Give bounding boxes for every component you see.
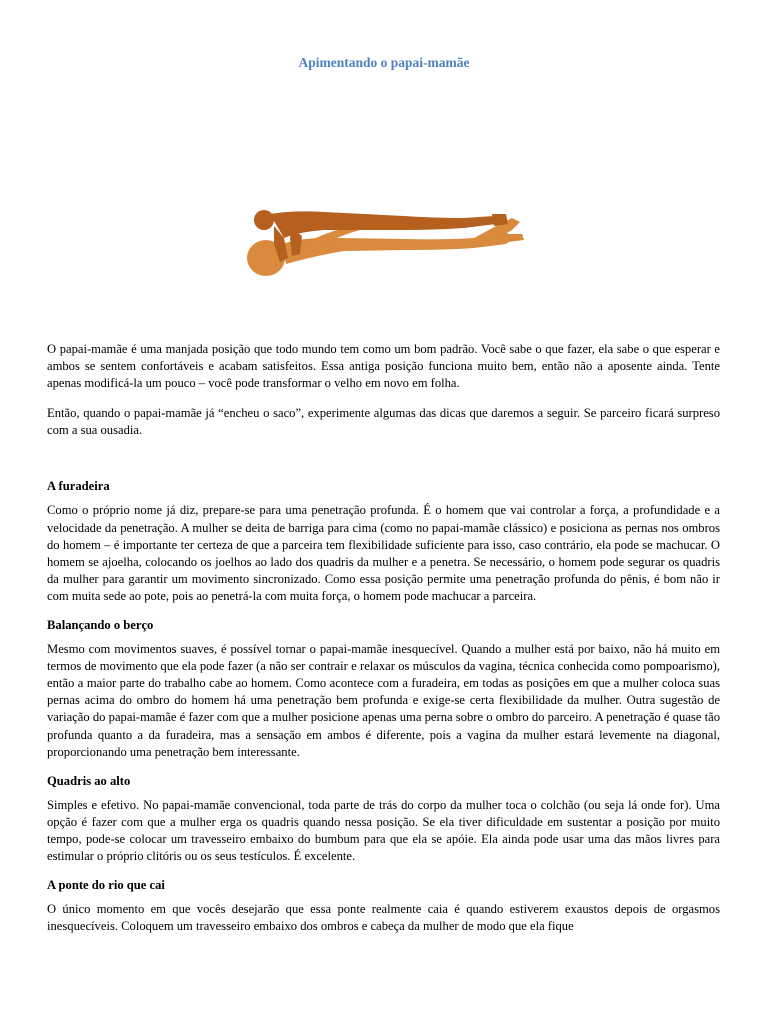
section-heading: Quadris ao alto — [47, 773, 131, 788]
position-illustration — [244, 204, 526, 282]
section-heading: A ponte do rio que cai — [47, 878, 165, 893]
section-paragraph: Simples e efetivo. No papai-mamãe convencional, toda parte de trás do corpo da mulher toca o colchão (ou seja lá onde for). Uma opção é fazer com que a mulher erga os quadris quando nessa posição. Se ela tiver dificuldade em sustentar a posição por muito tempo, pode-se colocar um travesseiro embaixo do bumbum para que ela se apóie. Ela ainda pode usar uma das mãos livres para estimular o próprio clitóris ou os seus testículos. É excelente. — [47, 797, 720, 863]
page-title: Apimentando o papai-mamãe — [298, 55, 470, 70]
intro-paragraph: Então, quando o papai-mamãe já “encheu o saco”, experimente algumas das dicas que daremos a seguir. Se parceiro ficará surpreso com a sua ousadia. — [47, 406, 720, 438]
document-body — [47, 341, 720, 947]
section-heading: Balançando o berço — [47, 618, 154, 633]
section-heading: A furadeira — [47, 479, 110, 494]
section-paragraph: Como o próprio nome já diz, prepare-se para uma penetração profunda. É o homem que vai controlar a força, a profundidade e a velocidade da penetração. A mulher se deita de barriga para cima (como no papai-mamãe clássico) e posiciona as pernas nos ombros do homem – é importante ter certeza de que a parceira tem flexibilidade suficiente para isso, caso contrário, ela pode se machucar. O homem se ajoelha, colocando os joelhos ao lado dos quadris da mulher e a penetra. Se necessário, o homem pode segurar os quadris da mulher para garantir um movimento sincronizado. Como essa posição permite uma penetração profunda do pênis, é bom não ir com muita sede ao pote, pois ao penetrá-la com muita força, o homem pode machucar a parceira. — [47, 503, 720, 603]
man-figure — [254, 210, 508, 262]
intro-paragraph: O papai-mamãe é uma manjada posição que todo mundo tem como um bom padrão. Você sabe o que fazer, ela sabe o que esperar e ambos se sentem confortáveis e acabam satisfeitos. Essa antiga posição funciona muito bem, então não a aposente ainda. Tente apenas modificá-la um pouco – você pode transformar o velho em novo em folha. — [47, 342, 720, 391]
section-paragraph: Mesmo com movimentos suaves, é possível tornar o papai-mamãe inesquecível. Quando a mulher está por baixo, não há muito em termos de movimento que ela pode fazer (a não ser contrair e relaxar os músculos da vagina, técnica conhecida como pompoarismo), então a maior parte do trabalho cabe ao homem. Como acontece com a furadeira, em todas as posições em que a mulher coloca suas pernas acima do ombro do homem há uma penetração bem profunda e exige-se certa flexibilidade da mulher. Outra sugestão de variação do papai-mamãe é fazer com que a mulher posicione apenas uma perna sobre o ombro do parceiro. A penetração é quase tão profunda quanto a da furadeira, mas a sensação em ambos é diferente, pois a vagina da mulher estará levemente na diagonal, proporcionando uma penetração bem interessante. — [47, 642, 720, 759]
section-paragraph: O único momento em que vocês desejarão que essa ponte realmente caia é quando estiverem exaustos depois de orgasmos inesquecíveis. Coloquem um travesseiro embaixo dos ombros e cabeça da mulher de modo que ela fique — [47, 902, 720, 934]
